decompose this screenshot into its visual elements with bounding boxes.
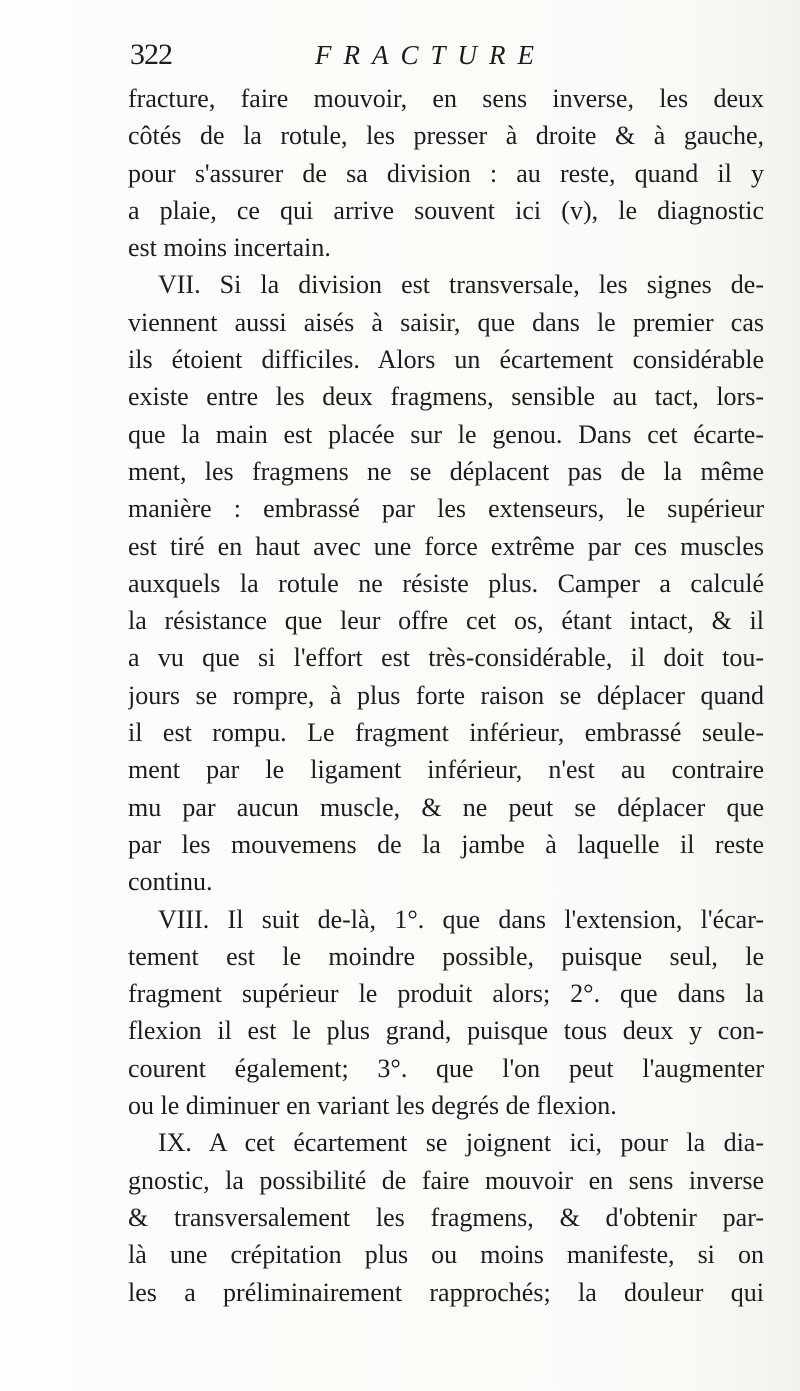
text-line: gnostic, la possibilité de faire mouvoir en sens inverse — [128, 1165, 764, 1195]
text-line: & transversalement les fragmens, & d'obtenir par- — [128, 1202, 764, 1232]
text-line: est tiré en haut avec une force extrême par ces muscles — [128, 531, 764, 561]
text-line: tement est le moindre possible, puisque seul, le — [128, 941, 764, 971]
text-line: a plaie, ce qui arrive souvent ici (v), le diagnostic — [128, 195, 764, 225]
text-line: flexion il est le plus grand, puisque tous deux y con- — [128, 1016, 764, 1046]
page-header — [130, 38, 770, 78]
text-line: auxquels la rotule ne résiste plus. Camper a calculé — [128, 568, 764, 598]
text-line: il est rompu. Le fragment inférieur, embrassé seule- — [128, 718, 764, 748]
text-line: là une crépitation plus ou moins manifeste, si on — [128, 1240, 764, 1270]
text-line: mu par aucun muscle, & ne peut se déplacer que — [128, 792, 764, 822]
page-number: 322 — [130, 38, 172, 71]
running-head: FRACTURE — [315, 40, 546, 70]
paragraph-ix-start: IX. A cet écartement se joignent ici, pour la dia- — [158, 1128, 764, 1158]
text-line: a vu que si l'effort est très-considérable, il doit tou- — [128, 643, 764, 673]
text-line: ment, les fragmens ne se déplacent pas de la même — [128, 456, 764, 486]
text-line: la résistance que leur offre cet os, étant intact, & il — [128, 606, 764, 636]
text-line: côtés de la rotule, les presser à droite & à gauche, — [128, 121, 764, 151]
paragraph-viii-start: VIII. Il suit de-là, 1°. que dans l'extension, l'écar- — [158, 904, 764, 934]
text-line: courent également; 3°. que l'on peut l'augmenter — [128, 1053, 764, 1083]
text-line: ment par le ligament inférieur, n'est au contraire — [128, 755, 764, 785]
text-line: est moins incertain. — [128, 233, 331, 263]
text-line: les a préliminairement rapprochés; la douleur qui — [128, 1277, 764, 1307]
text-line: manière : embrassé par les extenseurs, le supérieur — [128, 494, 764, 524]
paragraph-vii-start: VII. Si la division est transversale, les signes de- — [158, 270, 764, 300]
text-line: par les mouvemens de la jambe à laquelle il reste — [128, 829, 764, 859]
text-line: ils étoient difficiles. Alors un écartement considérable — [128, 345, 764, 375]
text-line: viennent aussi aisés à saisir, que dans le premier cas — [128, 307, 764, 337]
text-line: ou le diminuer en variant les degrés de flexion. — [128, 1091, 617, 1121]
body-text — [128, 80, 764, 1311]
text-line: jours se rompre, à plus forte raison se déplacer quand — [128, 680, 764, 710]
text-line: fragment supérieur le produit alors; 2°. que dans la — [128, 979, 764, 1009]
text-line: continu. — [128, 867, 213, 897]
text-line: fracture, faire mouvoir, en sens inverse, les deux — [128, 84, 764, 113]
text-line: existe entre les deux fragmens, sensible au tact, lors- — [128, 382, 764, 412]
text-line: que la main est placée sur le genou. Dans cet écarte- — [128, 419, 764, 449]
text-line: pour s'assurer de sa division : au reste, quand il y — [128, 158, 764, 188]
